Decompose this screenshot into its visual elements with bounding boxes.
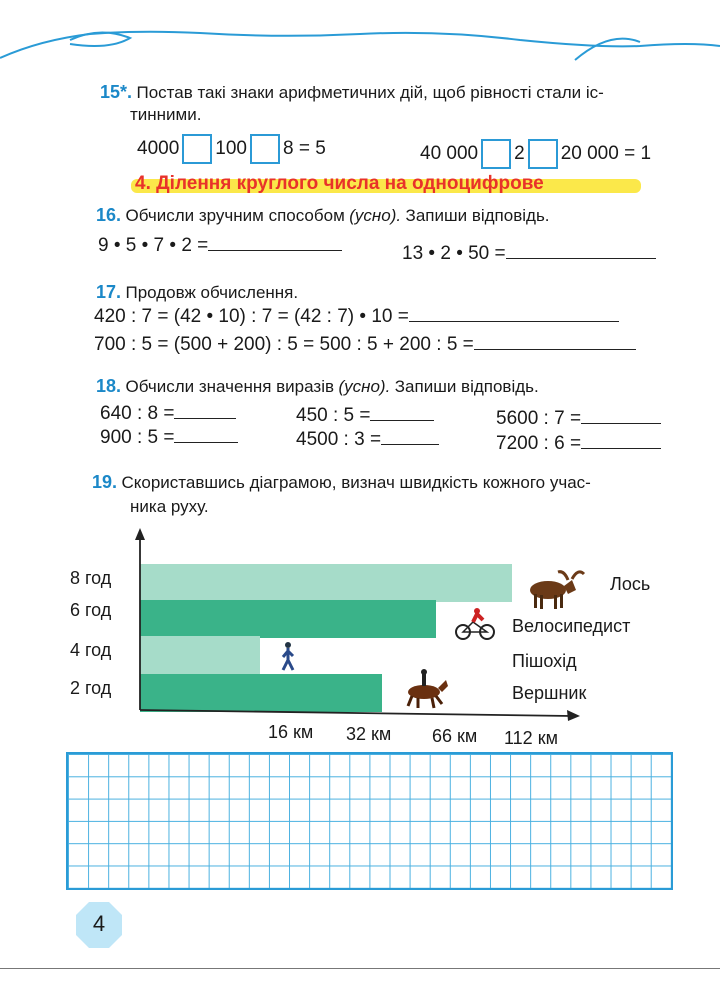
exercise-number: 19. xyxy=(92,472,118,492)
answer-line[interactable] xyxy=(370,404,434,421)
cyclist-icon xyxy=(456,608,494,639)
elk-icon xyxy=(530,572,584,609)
y-tick-label: 6 год xyxy=(70,600,112,620)
expression-16-2: 13 • 2 • 50 = xyxy=(402,242,656,265)
exercise-number: 18. xyxy=(96,376,122,396)
expression-18: 7200 : 6 = xyxy=(496,432,661,455)
bar-3 xyxy=(140,674,382,712)
exercise-number: 15*. xyxy=(100,82,133,102)
bar-label-pedestrian: Пішохід xyxy=(512,651,577,671)
exercise-18: 18. Обчисли значення виразів (усно). Запиши відповідь. xyxy=(96,376,539,396)
answer-line[interactable] xyxy=(174,402,236,419)
calc-17-1: 420 : 7 = (42 • 10) : 7 = (42 : 7) • 10 = xyxy=(94,305,619,328)
expression-16-1: 9 • 5 • 7 • 2 = xyxy=(98,234,342,257)
x-tick-label: 112 км xyxy=(504,728,558,748)
answer-line[interactable] xyxy=(581,432,661,449)
expression-18: 640 : 8 = xyxy=(100,402,236,425)
answer-line[interactable] xyxy=(581,407,661,424)
bar-label-elk: Лось xyxy=(610,574,651,594)
y-tick-label: 2 год xyxy=(70,678,112,698)
expression-18: 450 : 5 = xyxy=(296,404,434,427)
x-tick-label: 66 км xyxy=(432,726,478,746)
y-tick-label: 4 год xyxy=(70,640,112,660)
pedestrian-icon xyxy=(283,642,293,670)
horse-rider-icon xyxy=(408,669,448,708)
answer-line[interactable] xyxy=(174,426,238,443)
answer-line[interactable] xyxy=(409,305,619,322)
x-tick-label: 32 км xyxy=(346,724,392,744)
exercise-text-cont: тинними. xyxy=(130,105,202,124)
bar-2 xyxy=(140,636,260,674)
exercise-19: 19. Скориставшись діаграмою, визнач швидкість кожного учас- xyxy=(92,472,591,492)
top-wave-decoration xyxy=(0,0,720,70)
calc-17-2: 700 : 5 = (500 + 200) : 5 = 500 : 5 + 200 : 5 = xyxy=(94,333,636,356)
expression-18: 5600 : 7 = xyxy=(496,407,661,430)
exercise-text: Постав такі знаки арифметичних дій, щоб рівності стали іс- xyxy=(136,83,604,102)
answer-box[interactable] xyxy=(481,139,511,169)
answer-box[interactable] xyxy=(528,139,558,169)
answer-line[interactable] xyxy=(506,242,656,259)
exercise-text-cont: ника руху. xyxy=(130,497,209,516)
expression-18: 900 : 5 = xyxy=(100,426,238,449)
exercise-16: 16. Обчисли зручним способом (усно). Запиши відповідь. xyxy=(96,205,550,225)
answer-grid[interactable] xyxy=(66,752,673,890)
expression-18: 4500 : 3 = xyxy=(296,428,439,451)
bar-0 xyxy=(140,564,512,602)
exercise-number: 17. xyxy=(96,282,122,302)
answer-line[interactable] xyxy=(381,428,439,445)
footer-divider xyxy=(0,968,720,969)
bar-label-cyclist: Велосипедист xyxy=(512,616,631,636)
x-tick-label: 16 км xyxy=(268,722,314,742)
bar-label-rider: Вершник xyxy=(512,683,587,703)
section-title: 4. Ділення круглого числа на одноцифрове xyxy=(135,173,544,195)
exercise-number: 16. xyxy=(96,205,122,225)
y-axis-arrow-icon xyxy=(135,528,145,540)
y-tick-label: 8 год xyxy=(70,568,112,588)
equation-15-2: 40 000 2 20 000 = 1 xyxy=(420,139,651,169)
equation-15-1: 4000 100 8 = 5 xyxy=(137,134,326,164)
answer-box[interactable] xyxy=(250,134,280,164)
exercise-17: 17. Продовж обчислення. xyxy=(96,282,299,302)
page-number: 4 xyxy=(92,911,106,936)
answer-box[interactable] xyxy=(182,134,212,164)
exercise-15 xyxy=(100,82,604,103)
x-axis-arrow-icon xyxy=(567,710,580,721)
answer-line[interactable] xyxy=(474,333,636,350)
answer-line[interactable] xyxy=(208,234,342,251)
bar-1 xyxy=(140,600,436,638)
